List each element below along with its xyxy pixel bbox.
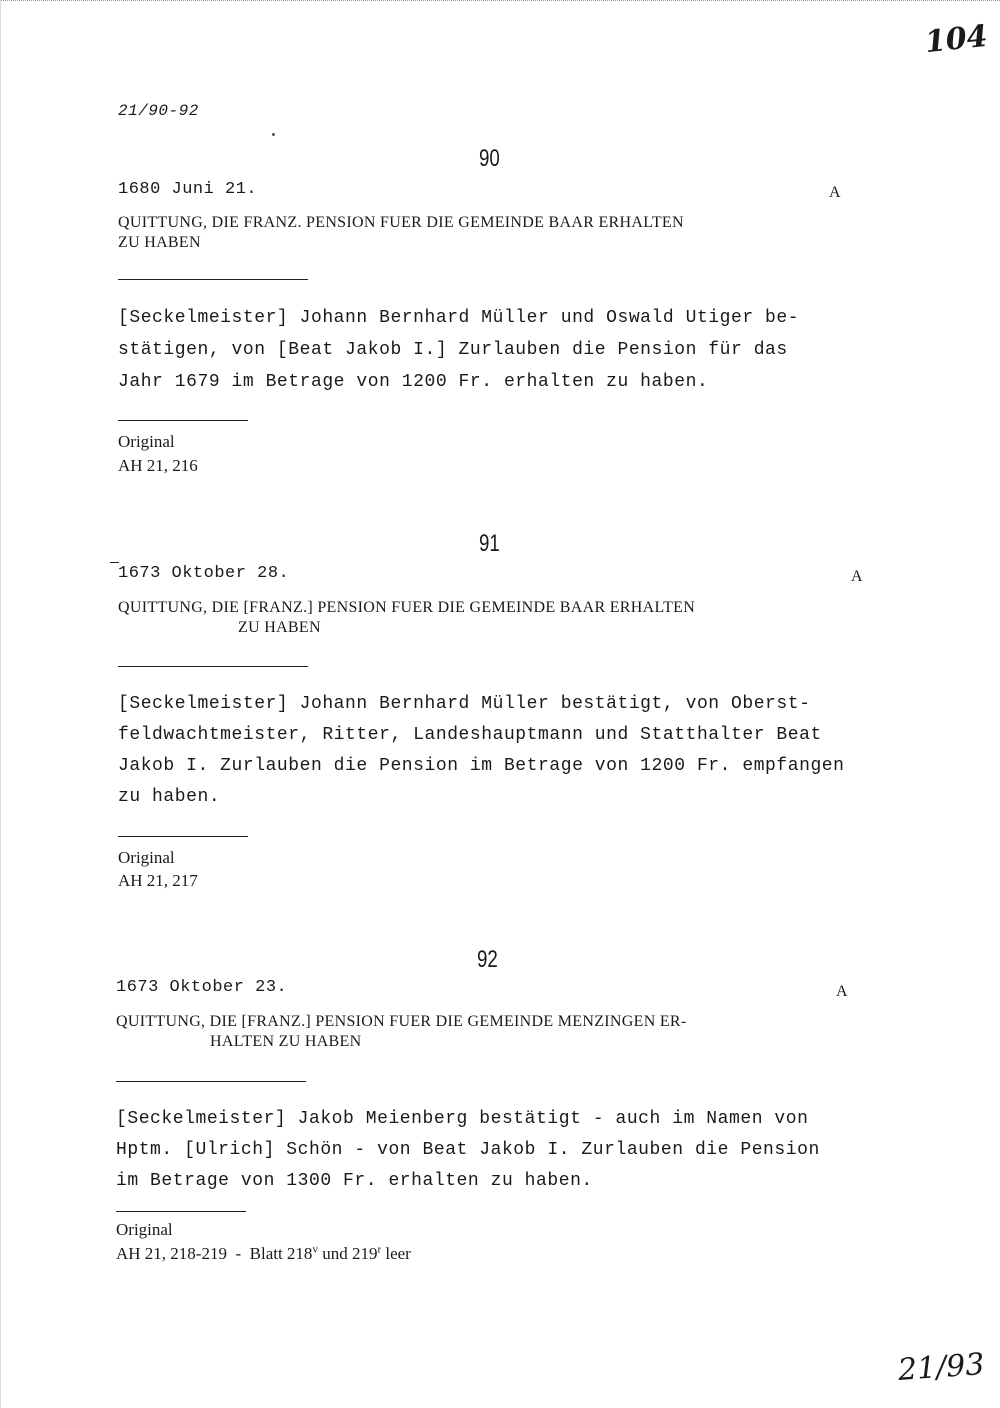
entry-body-line: Jakob I. Zurlauben die Pension im Betrage von 1200 Fr. empfangen xyxy=(118,756,845,776)
source-type: Original xyxy=(118,432,175,451)
speck xyxy=(272,133,275,136)
source-reference-text: AH 21, 218-219 - Blatt 218 xyxy=(116,1244,313,1263)
entry-number: 91 xyxy=(479,530,500,557)
margin-mark xyxy=(110,562,119,563)
entry-body-line: stätigen, von [Beat Jakob I.] Zurlauben die Pension für das xyxy=(118,340,788,360)
title-separator xyxy=(116,1081,306,1082)
source-type: Original xyxy=(116,1220,173,1239)
entry-title: QUITTUNG, DIE [FRANZ.] PENSION FUER DIE GEMEINDE MENZINGEN ER- xyxy=(116,1013,687,1030)
page-reference: 21/90-92 xyxy=(118,102,199,120)
entry-body-line: zu haben. xyxy=(118,787,221,807)
entry-number: 92 xyxy=(477,946,498,973)
entry-number: 90 xyxy=(479,145,500,172)
source-reference-text: und 219 xyxy=(317,1244,378,1263)
entry-body-line: Hptm. [Ulrich] Schön - von Beat Jakob I. Zurlauben die Pension xyxy=(116,1140,820,1160)
scan-edge-top xyxy=(0,0,1000,4)
source-type: Original xyxy=(118,848,175,867)
entry-date: 1673 Oktober 23. xyxy=(116,978,288,997)
entry-body-line: feldwachtmeister, Ritter, Landeshauptmann und Statthalter Beat xyxy=(118,725,822,745)
source-separator xyxy=(118,836,248,837)
entry-category: A xyxy=(829,184,841,201)
entry-title-continued: ZU HABEN xyxy=(238,619,321,636)
entry-body-line: [Seckelmeister] Jakob Meienberg bestätigt - auch im Namen von xyxy=(116,1109,809,1129)
entry-category: A xyxy=(851,568,863,585)
entry-title: QUITTUNG, DIE [FRANZ.] PENSION FUER DIE GEMEINDE BAAR ERHALTEN xyxy=(118,599,696,616)
entry-body-line: [Seckelmeister] Johann Bernhard Müller bestätigt, von Oberst- xyxy=(118,694,811,714)
source-separator xyxy=(118,420,248,421)
entry-body-line: [Seckelmeister] Johann Bernhard Müller und Oswald Utiger be- xyxy=(118,308,800,328)
source-reference: AH 21, 217 xyxy=(118,871,198,890)
entry-body-line: Jahr 1679 im Betrage von 1200 Fr. erhalten zu haben. xyxy=(118,372,709,392)
entry-date: 1673 Oktober 28. xyxy=(118,564,290,583)
source-separator xyxy=(116,1211,246,1212)
folio-number: 104 xyxy=(923,18,990,61)
source-reference: AH 21, 216 xyxy=(118,456,198,475)
title-separator xyxy=(118,666,308,667)
archive-stamp: 21/93 xyxy=(896,1347,986,1388)
title-separator xyxy=(118,279,308,280)
superscript-verso: v xyxy=(312,1243,318,1256)
scan-edge-left xyxy=(0,0,4,1408)
entry-date: 1680 Juni 21. xyxy=(118,180,258,199)
entry-body-line: im Betrage von 1300 Fr. erhalten zu haben. xyxy=(116,1171,593,1191)
entry-title-continued: ZU HABEN xyxy=(118,234,201,251)
source-reference xyxy=(116,1244,411,1264)
entry-category: A xyxy=(836,983,848,1000)
entry-title-continued: HALTEN ZU HABEN xyxy=(210,1033,362,1050)
superscript-recto: r xyxy=(377,1243,382,1256)
source-reference-text: leer xyxy=(381,1244,411,1263)
entry-title: QUITTUNG, DIE FRANZ. PENSION FUER DIE GEMEINDE BAAR ERHALTEN xyxy=(118,214,684,231)
